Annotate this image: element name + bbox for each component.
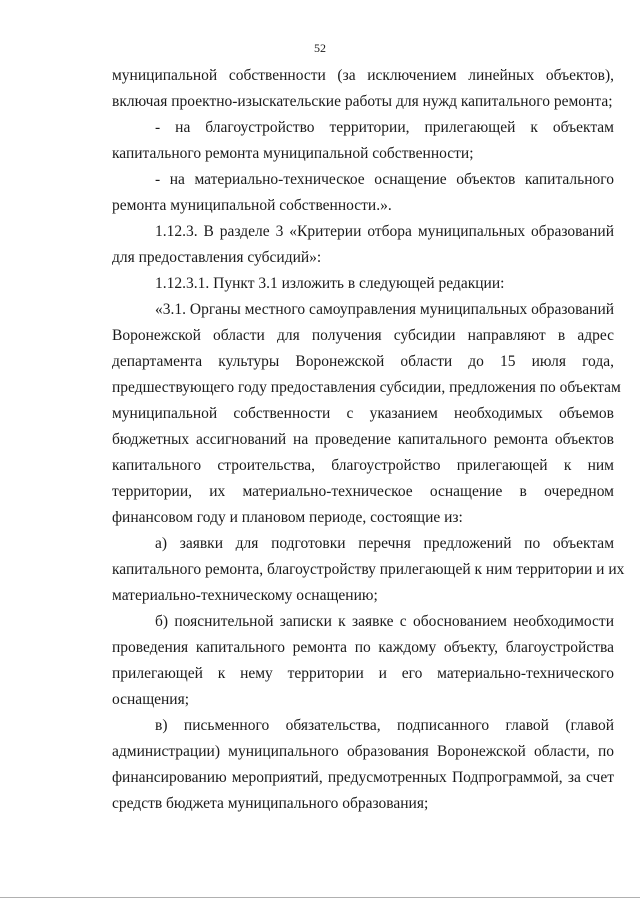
page-number: 52 — [314, 41, 326, 55]
paragraph-line: муниципальной собственности с указанием необходимых объемов — [112, 405, 614, 422]
paragraph-line: департамента культуры Воронежской области до 15 июля года, — [112, 353, 614, 370]
paragraph-line: бюджетных ассигнований на проведение капитального ремонта объектов — [112, 431, 614, 448]
text-line: капитального ремонта муниципальной собственности; — [112, 145, 474, 162]
text-line: муниципальной собственности (за исключением линейных объектов), — [112, 67, 614, 84]
paragraph-line: «3.1. Органы местного самоуправления муниципальных образований — [155, 301, 615, 318]
text-line: оснащения; — [112, 691, 190, 708]
text-line: прилегающей к нему территории и его материально-технического — [112, 665, 614, 682]
text-line: ремонта муниципальной собственности.». — [112, 197, 392, 214]
text-line: капитального ремонта, благоустройству прилегающей к ним территории и их — [112, 561, 625, 578]
text-line: администрации) муниципального образования Воронежской области, по — [112, 743, 614, 760]
paragraph-line: предшествующего году предоставления субсидии, предложения по объектам — [112, 379, 621, 396]
list-item: в) письменного обязательства, подписанного главой (главой — [155, 717, 614, 734]
page-bottom-edge — [0, 897, 640, 898]
text-line: материально-техническому оснащению; — [112, 587, 378, 604]
text-line: 1.12.3.1. Пункт 3.1 изложить в следующей редакции: — [155, 275, 505, 292]
text-line: проведения капитального ремонта по каждому объекту, благоустройства — [112, 639, 614, 656]
text-line: включая проектно-изыскательские работы для нужд капитального ремонта; — [112, 93, 613, 110]
section-heading-line: 1.12.3. В разделе 3 «Критерии отбора муниципальных образований — [155, 223, 614, 240]
paragraph-line: территории, их материально-техническое оснащение в очередном — [112, 483, 614, 500]
paragraph-line: Воронежской области для получения субсидии направляют в адрес — [112, 327, 614, 344]
text-line: средств бюджета муниципального образования; — [112, 795, 429, 812]
list-item: б) пояснительной записки к заявке с обоснованием необходимости — [155, 613, 614, 630]
paragraph-line: капитального строительства, благоустройство прилегающей к ним — [112, 457, 614, 474]
list-item: - на благоустройство территории, прилегающей к объектам — [155, 119, 614, 136]
list-item: а) заявки для подготовки перечня предложений по объектам — [155, 535, 614, 552]
paragraph-line: финансовом году и плановом периоде, состоящие из: — [112, 509, 463, 526]
text-line: для предоставления субсидий»: — [112, 249, 322, 266]
text-line: финансированию мероприятий, предусмотренных Подпрограммой, за счет — [112, 769, 614, 786]
list-item: - на материально-техническое оснащение объектов капитального — [155, 171, 614, 188]
